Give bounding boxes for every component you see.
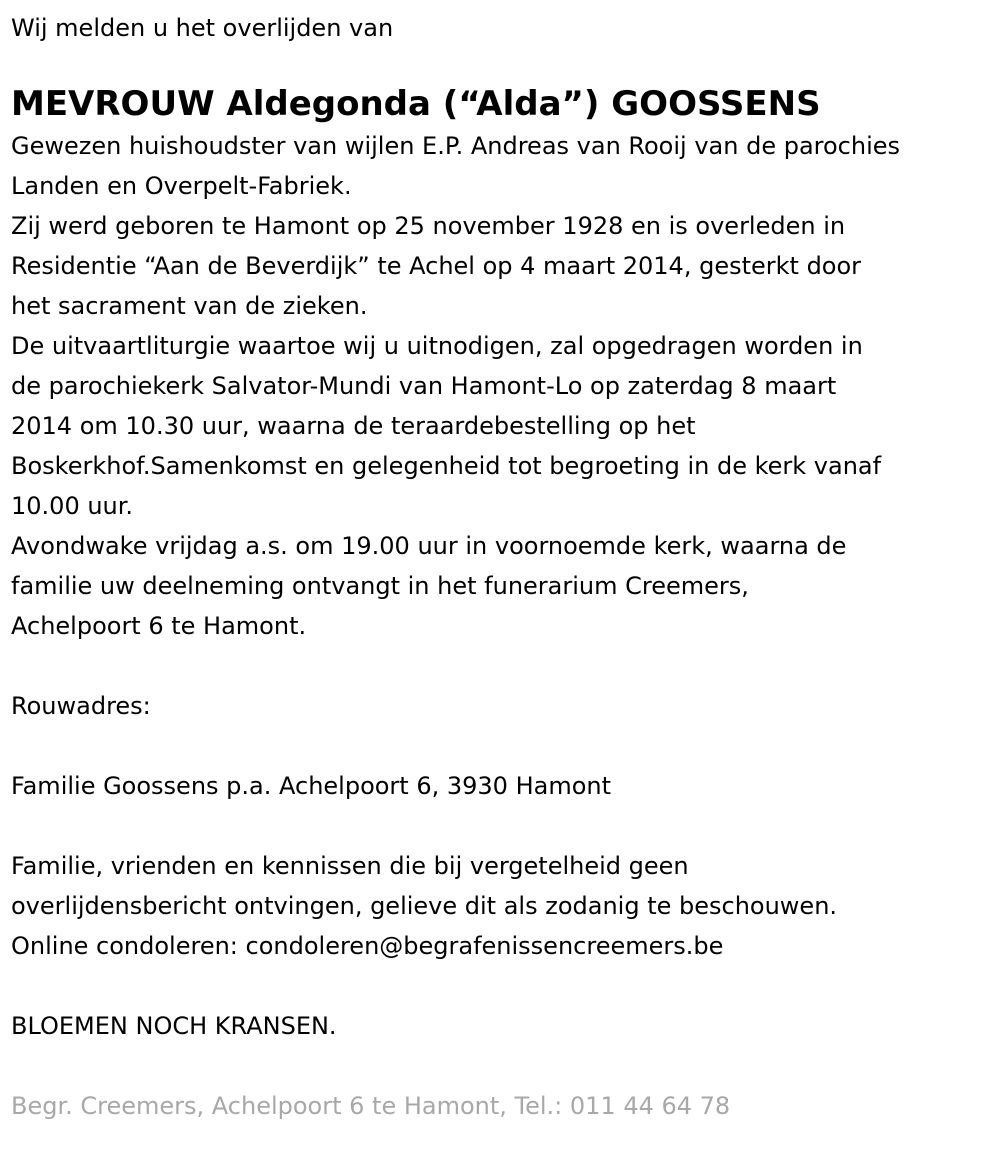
biography-line: Gewezen huishoudster van wijlen E.P. Andreas van Rooij van de parochies (11, 132, 901, 160)
spacer (11, 646, 989, 686)
biography-line: Zij werd geboren te Hamont op 25 november 1928 en is overleden in (11, 212, 846, 240)
biography-line: Achelpoort 6 te Hamont. (11, 612, 307, 640)
mourning-address: Familie Goossens p.a. Achelpoort 6, 3930 Hamont (11, 772, 612, 800)
biography (11, 126, 989, 646)
biography-line: het sacrament van de zieken. (11, 292, 368, 320)
closing-line: Online condoleren: condoleren@begrafenissencreemers.be (11, 932, 724, 960)
spacer (11, 1046, 989, 1086)
closing-note (11, 846, 989, 966)
closing-line: overlijdensbericht ontvingen, gelieve dit als zodanig te beschouwen. (11, 892, 838, 920)
intro-text: Wij melden u het overlijden van (11, 14, 394, 42)
biography-line: de parochiekerk Salvator-Mundi van Hamont-Lo op zaterdag 8 maart (11, 372, 837, 400)
biography-line: Boskerkhof.Samenkomst en gelegenheid tot begroeting in de kerk vanaf (11, 452, 882, 480)
biography-line: Landen en Overpelt-Fabriek. (11, 172, 352, 200)
biography-line: familie uw deelneming ontvangt in het funerarium Creemers, (11, 572, 749, 600)
biography-line: Avondwake vrijdag a.s. om 19.00 uur in voornoemde kerk, waarna de (11, 532, 847, 560)
deceased-name: MEVROUW Aldegonda (“Alda”) GOOSSENS (11, 84, 821, 124)
biography-line: 2014 om 10.30 uur, waarna de teraardebestelling op het (11, 412, 696, 440)
closing-line: Familie, vrienden en kennissen die bij vergetelheid geen (11, 852, 689, 880)
biography-line: 10.00 uur. (11, 492, 134, 520)
spacer (11, 966, 989, 1006)
mourning-address-label: Rouwadres: (11, 692, 151, 720)
flowers-note: BLOEMEN NOCH KRANSEN. (11, 1012, 337, 1040)
funeral-home-footer: Begr. Creemers, Achelpoort 6 te Hamont, Tel.: 011 44 64 78 (11, 1092, 731, 1120)
spacer (11, 726, 989, 766)
spacer (11, 806, 989, 846)
biography-line: De uitvaartliturgie waartoe wij u uitnodigen, zal opgedragen worden in (11, 332, 863, 360)
biography-line: Residentie “Aan de Beverdijk” te Achel op 4 maart 2014, gesterkt door (11, 252, 862, 280)
